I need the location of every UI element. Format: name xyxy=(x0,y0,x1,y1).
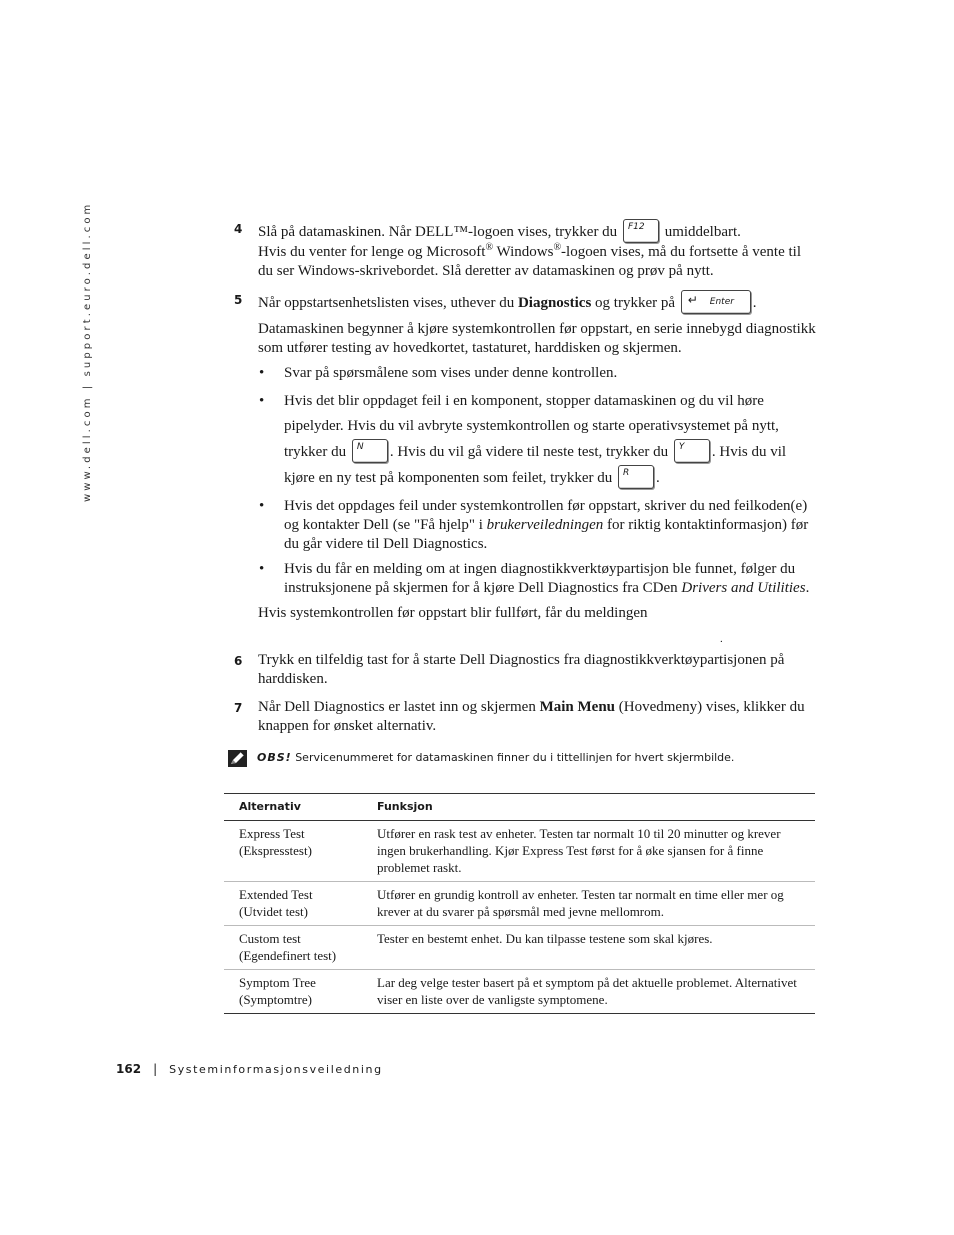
diagnostics-label: Diagnostics xyxy=(517,295,592,311)
options-table xyxy=(224,793,815,1014)
list-item: • Hvis det oppdages feil under systemkontrollen før oppstart, skriver du ned feilkoden(e) og kontakter Dell (se "Få hjelp" i brukerveiledningen for riktig kontaktinformasjon) før du går videre til Dell Diagnostics. xyxy=(284,497,819,554)
step-text: -logoen vises, må du fortsette å vente til du ser Windows-skrivebordet. Slå deretter av datamaskinen og prøv på nytt. xyxy=(258,244,801,279)
option-cell: Express Test (Ekspresstest) xyxy=(224,821,362,882)
step-number: 6 xyxy=(234,654,243,668)
page-number: 162 xyxy=(116,1062,142,1076)
step-text: Hvis du venter for lenge og Microsoft xyxy=(258,244,486,260)
list-item: • Hvis du får en melding om at ingen diagnostikkverktøypartisjon ble funnet, følger du instruksjonene på skjermen for å kjøre Dell Diagnostics fra CDen Drivers and Utilities. xyxy=(284,560,819,598)
sidebar-url: www.dell.com | support.euro.dell.com xyxy=(82,201,93,502)
main-menu-label: Main Menu xyxy=(539,699,616,715)
table-header-row xyxy=(224,794,815,821)
footer-separator: | xyxy=(153,1062,158,1076)
step-number: 5 xyxy=(234,293,243,307)
return-arrow-icon: ↵ xyxy=(687,293,698,307)
function-cell: Lar deg velge tester basert på et symptom på det aktuelle problemet. Alternativet viser en liste over de vanligste symptomene. xyxy=(362,970,815,1014)
step-text: umiddelbart. xyxy=(664,224,741,240)
function-cell: Tester en bestemt enhet. Du kan tilpasse testene som skal kjøres. xyxy=(362,926,815,970)
note-pencil-icon xyxy=(228,750,247,767)
page-footer xyxy=(116,1062,383,1076)
function-cell: Utfører en grundig kontroll av enheter. Testen tar normalt en time eller mer og krever at du svarer på spørsmål med jevne mellomrom. xyxy=(362,882,815,926)
step-number: 4 xyxy=(234,222,243,236)
r-key-icon: R xyxy=(618,465,654,489)
step-text: Når oppstartsenhetslisten vises, uthever du xyxy=(258,295,518,311)
message-placeholder-dot: . xyxy=(720,633,723,645)
bullet-list xyxy=(234,364,819,598)
step-6 xyxy=(234,651,819,689)
table-row xyxy=(224,926,815,970)
step-7 xyxy=(234,698,819,736)
y-key-icon: Y xyxy=(674,439,710,463)
table-row xyxy=(224,970,815,1014)
option-cell: Symptom Tree (Symptomtre) xyxy=(224,970,362,1014)
step-text: Når Dell Diagnostics er lastet inn og skjermen xyxy=(258,699,540,715)
step-text: og trykker på xyxy=(591,295,676,311)
option-cell: Extended Test (Utvidet test) xyxy=(224,882,362,926)
option-cell: Custom test (Egendefinert test) xyxy=(224,926,362,970)
column-header-option: Alternativ xyxy=(224,794,362,821)
note-text: Servicenummeret for datamaskinen finner du i tittellinjen for hvert skjermbilde. xyxy=(295,751,735,764)
step-text: Windows xyxy=(493,244,554,260)
step-4 xyxy=(234,219,819,281)
paragraph-completed: Hvis systemkontrollen før oppstart blir fullført, får du meldingen xyxy=(258,605,648,621)
step-number: 7 xyxy=(234,701,243,715)
table-row xyxy=(224,882,815,926)
enter-key-icon: ↵ Enter xyxy=(681,290,751,314)
paragraph-pre-boot: Datamaskinen begynner å kjøre systemkontrollen før oppstart, en serie innebygd diagnostikk som utfører testing av hovedkortet, tastaturet, harddisken og skjermen. xyxy=(258,321,816,356)
step-5: 5 Når oppstartsenhetslisten vises, uthever du Diagnostics og trykker på ↵ Enter . xyxy=(234,290,819,314)
step-text: Trykk en tilfeldig tast for å starte Dell Diagnostics fra diagnostikkverktøypartisjonen på harddisken. xyxy=(258,652,785,687)
document-title: Systeminformasjonsveiledning xyxy=(169,1063,383,1076)
table-row xyxy=(224,821,815,882)
note-label: OBS! xyxy=(257,751,292,764)
step-text: (Hovedmeny) vises, klikker du knappen for ønsket alternativ. xyxy=(258,699,805,734)
list-item: • Hvis det blir oppdaget feil i en komponent, stopper datamaskinen og du vil høre pipelyder. Hvis du vil avbryte systemkontrollen og starte operativsystemet på nytt, trykker du N . Hvis du vil gå videre til neste test, trykker du Y . Hvis du vil kjøre en ny test på komponenten som feilet, trykker du R . xyxy=(284,389,819,491)
main-content xyxy=(234,219,819,745)
f12-key-icon: F12 xyxy=(623,219,659,243)
list-item: • Svar på spørsmålene som vises under denne kontrollen. xyxy=(284,364,819,383)
n-key-icon: N xyxy=(352,439,388,463)
column-header-function: Funksjon xyxy=(362,794,815,821)
function-cell: Utfører en rask test av enheter. Testen tar normalt 10 til 20 minutter og krever ingen brukerhandling. Kjør Express Test først for å øke sjansen for å finne problemet raskt. xyxy=(362,821,815,882)
registered-mark: ® xyxy=(553,242,562,253)
step-text: Slå på datamaskinen. Når DELL™-logoen vises, trykker du xyxy=(258,224,618,240)
registered-mark: ® xyxy=(485,242,494,253)
